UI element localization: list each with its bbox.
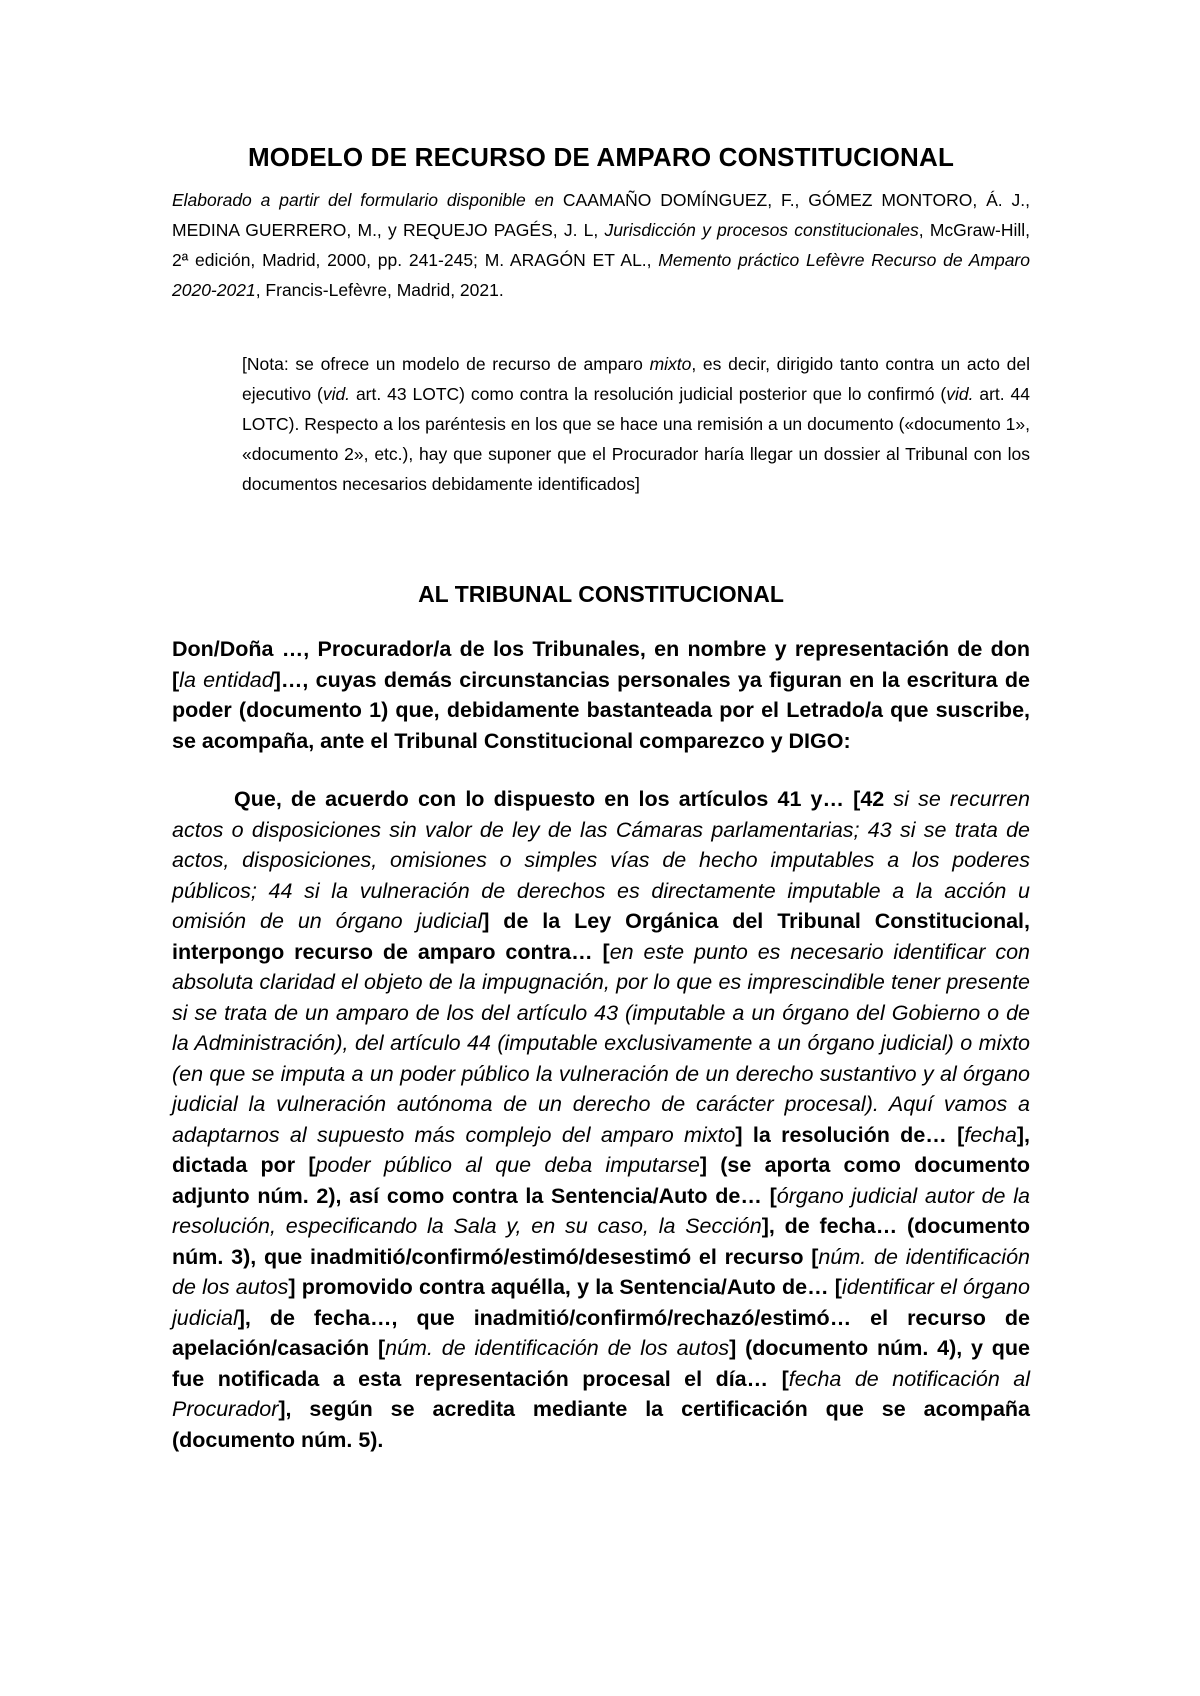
text-run: ] (se aporta como documento adjunto núm. 2), así como contra la Sentencia/Auto de… [ [172, 1153, 1030, 1208]
italic-text-run: vid. [322, 384, 351, 404]
editorial-note [242, 349, 1030, 499]
text-run: CAAMAÑO DOMÍNGUEZ, F., GÓMEZ MONTORO, Á. J., MEDINA GUERRERO, M., y REQUEJO PAGÉS, J. L, [172, 190, 1030, 240]
text-run: , es decir, dirigido tanto contra un acto del ejecutivo ( [242, 354, 1030, 404]
text-run: , McGraw-Hill, 2ª edición, Madrid, 2000, pp. 241-245; M. ARAGÓN ET AL., [172, 220, 1030, 270]
italic-text-run: Elaborado a partir del formulario disponible en [172, 190, 555, 210]
text-run: , Francis-Lefèvre, Madrid, 2021. [255, 280, 504, 300]
text-run: ] promovido contra aquélla, y la Sentencia/Auto de… [ [288, 1275, 842, 1299]
document-title: MODELO DE RECURSO DE AMPARO CONSTITUCIONAL [247, 142, 955, 172]
claim-paragraph [172, 784, 1030, 1455]
appearance-paragraph [172, 634, 1030, 756]
text-run: art. 43 LOTC) como contra la resolución judicial posterior que lo confirmó ( [350, 384, 947, 404]
text-run: Don/Doña …, Procurador/a de los Tribunales, en nombre y representación de don [ [172, 637, 1030, 692]
text-run: ], según se acredita mediante la certificación que se acompaña (documento núm. 5). [172, 1397, 1030, 1452]
italic-text-run: Memento práctico Lefèvre Recurso de Amparo 2020-2021 [172, 250, 1030, 300]
text-run: ], dictada por [ [172, 1122, 1030, 1177]
italic-text-run: núm. de identificación de los autos [172, 1244, 1030, 1299]
addressee-heading: AL TRIBUNAL CONSTITUCIONAL [418, 581, 784, 607]
italic-text-run: Jurisdicción y procesos constitucionales [604, 220, 919, 240]
italic-text-run: identificar el órgano judicial [172, 1275, 1030, 1330]
source-citation [172, 185, 1030, 305]
italic-text-run: vid. [946, 384, 974, 404]
italic-text-run: mixto [649, 354, 692, 374]
italic-text-run: si se recurren actos o disposiciones sin valor de ley de las Cámaras parlamentarias; 43 si se trata de actos, disposiciones, omisiones o simples vías de hecho imputables a los poderes públicos; 44 si la vulneración de derechos es directamente imputable a la acción u omisión de un órgano judicial [172, 787, 1030, 933]
italic-text-run: poder público al que deba imputarse [315, 1153, 700, 1177]
italic-text-run: fecha de notificación al Procurador [172, 1366, 1030, 1421]
text-run: ] de la Ley Orgánica del Tribunal Constitucional, interpongo recurso de amparo contra… [ [172, 909, 1030, 964]
text-run: ], de fecha…, que inadmitió/confirmó/rechazó/estimó… el recurso de apelación/casación [ [172, 1305, 1030, 1360]
text-run: Que, de acuerdo con lo dispuesto en los artículos 41 y… [42 [234, 787, 894, 811]
text-run: ]…, cuyas demás circunstancias personales ya figuran en la escritura de poder (documento 1) que, debidamente bastanteada por el Letrado/a que suscribe, se acompaña, ante el Tribunal Constitucional comparezco y DIGO: [172, 667, 1030, 753]
text-run: ] (documento núm. 4), y que fue notificada a esta representación procesal el día… [ [172, 1336, 1030, 1391]
italic-text-run: en este punto es necesario identificar con absoluta claridad el objeto de la impugnación, por lo que es imprescindible tener presente si se trata de un amparo de los del artículo 43 (imputable a un órgano del Gobierno o de la Administración), del artículo 44 (imputable exclusivamente a un órgano judicial) o mixto (en que se imputa a un poder público la vulneración de un derecho sustantivo y al órgano judicial la vulneración autónoma de un derecho de carácter procesal). Aquí vamos a adaptarnos al supuesto más complejo del amparo mixto [172, 939, 1030, 1147]
text-run: ] la resolución de… [ [735, 1122, 965, 1147]
text-run: [Nota: se ofrece un modelo de recurso de amparo [242, 354, 650, 374]
italic-text-run: órgano judicial autor de la resolución, especificando la Sala y, en su caso, la Sección [172, 1183, 1030, 1238]
text-run: ], de fecha… (documento núm. 3), que inadmitió/confirmó/estimó/desestimó el recurso [ [172, 1214, 1031, 1269]
text-run: art. 44 LOTC). Respecto a los paréntesis en los que se hace una remisión a un documento («documento 1», «documento 2», etc.), hay que suponer que el Procurador haría llegar un dossier al Tribunal con los documentos necesarios debidamente identificados] [242, 384, 1030, 494]
italic-text-run: la entidad [179, 667, 274, 692]
italic-text-run: núm. de identificación de los autos [385, 1336, 730, 1360]
italic-text-run: fecha [964, 1122, 1017, 1147]
